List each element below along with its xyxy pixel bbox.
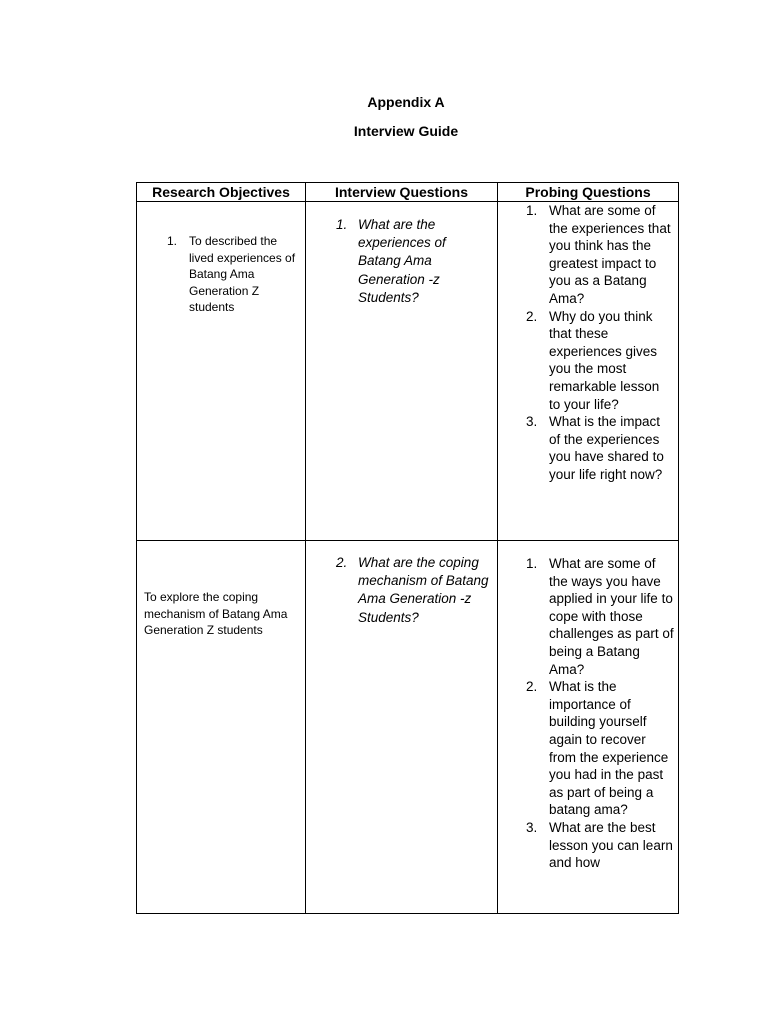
header-interview-questions: Interview Questions (306, 183, 498, 202)
probe-text: What are some of the experiences that you think has the greatest impact to you as a Batang Ama? (549, 203, 671, 306)
probing-questions-cell (498, 541, 679, 914)
list-item (498, 678, 678, 819)
objective-number: 1. (167, 234, 178, 248)
question-number: 1. (336, 217, 348, 232)
interview-question (306, 216, 497, 307)
table-row (137, 202, 679, 541)
probe-number: 3. (526, 414, 538, 430)
probe-number: 1. (526, 203, 538, 218)
header-research-objectives: Research Objectives (137, 183, 306, 202)
probe-number: 2. (526, 679, 538, 695)
probe-text: What are the best lesson you can learn and how (549, 819, 673, 871)
interview-question (306, 554, 497, 627)
question-number: 2. (336, 555, 348, 570)
probe-text: What are some of the ways you have applied in your life to cope with those challenges as part of being a Batang Ama? (549, 556, 674, 677)
probing-question-list (498, 202, 678, 484)
probing-question-list (498, 555, 678, 872)
probe-text: Why do you think that these experiences gives you the most remarkable lesson to your life? (549, 308, 660, 412)
table-header-row (137, 183, 679, 202)
probing-questions-cell (498, 202, 679, 541)
objective-item (137, 233, 305, 316)
list-item (498, 202, 678, 308)
list-item (498, 555, 678, 678)
probe-number: 1. (526, 556, 538, 571)
interview-guide-table (136, 182, 679, 914)
table-row (137, 541, 679, 914)
question-text: What are the experiences of Batang Ama Generation -z Students? (358, 217, 446, 305)
question-text: What are the coping mechanism of Batang Ama Generation -z Students? (358, 555, 489, 625)
guide-title: Interview Guide (353, 123, 459, 139)
probe-number: 3. (526, 819, 538, 835)
list-item (498, 819, 678, 872)
objective-text: To explore the coping mechanism of Batang Ama Generation Z students (144, 590, 288, 637)
probe-text: What is the impact of the experiences you have shared to your life right now? (549, 414, 664, 482)
objective-cell (137, 202, 306, 541)
appendix-title: Appendix A (367, 94, 445, 110)
list-item (498, 308, 678, 414)
objective-cell (137, 541, 306, 914)
probe-number: 2. (526, 308, 538, 324)
header-probing-questions: Probing Questions (498, 183, 679, 202)
list-item (498, 413, 678, 483)
interview-question-cell (306, 541, 498, 914)
objective-text: To described the lived experiences of Batang Ama Generation Z students (189, 234, 296, 314)
interview-question-cell (306, 202, 498, 541)
probe-text: What is the importance of building yourself again to recover from the experience you had in the past as part of being a batang ama? (549, 679, 669, 818)
